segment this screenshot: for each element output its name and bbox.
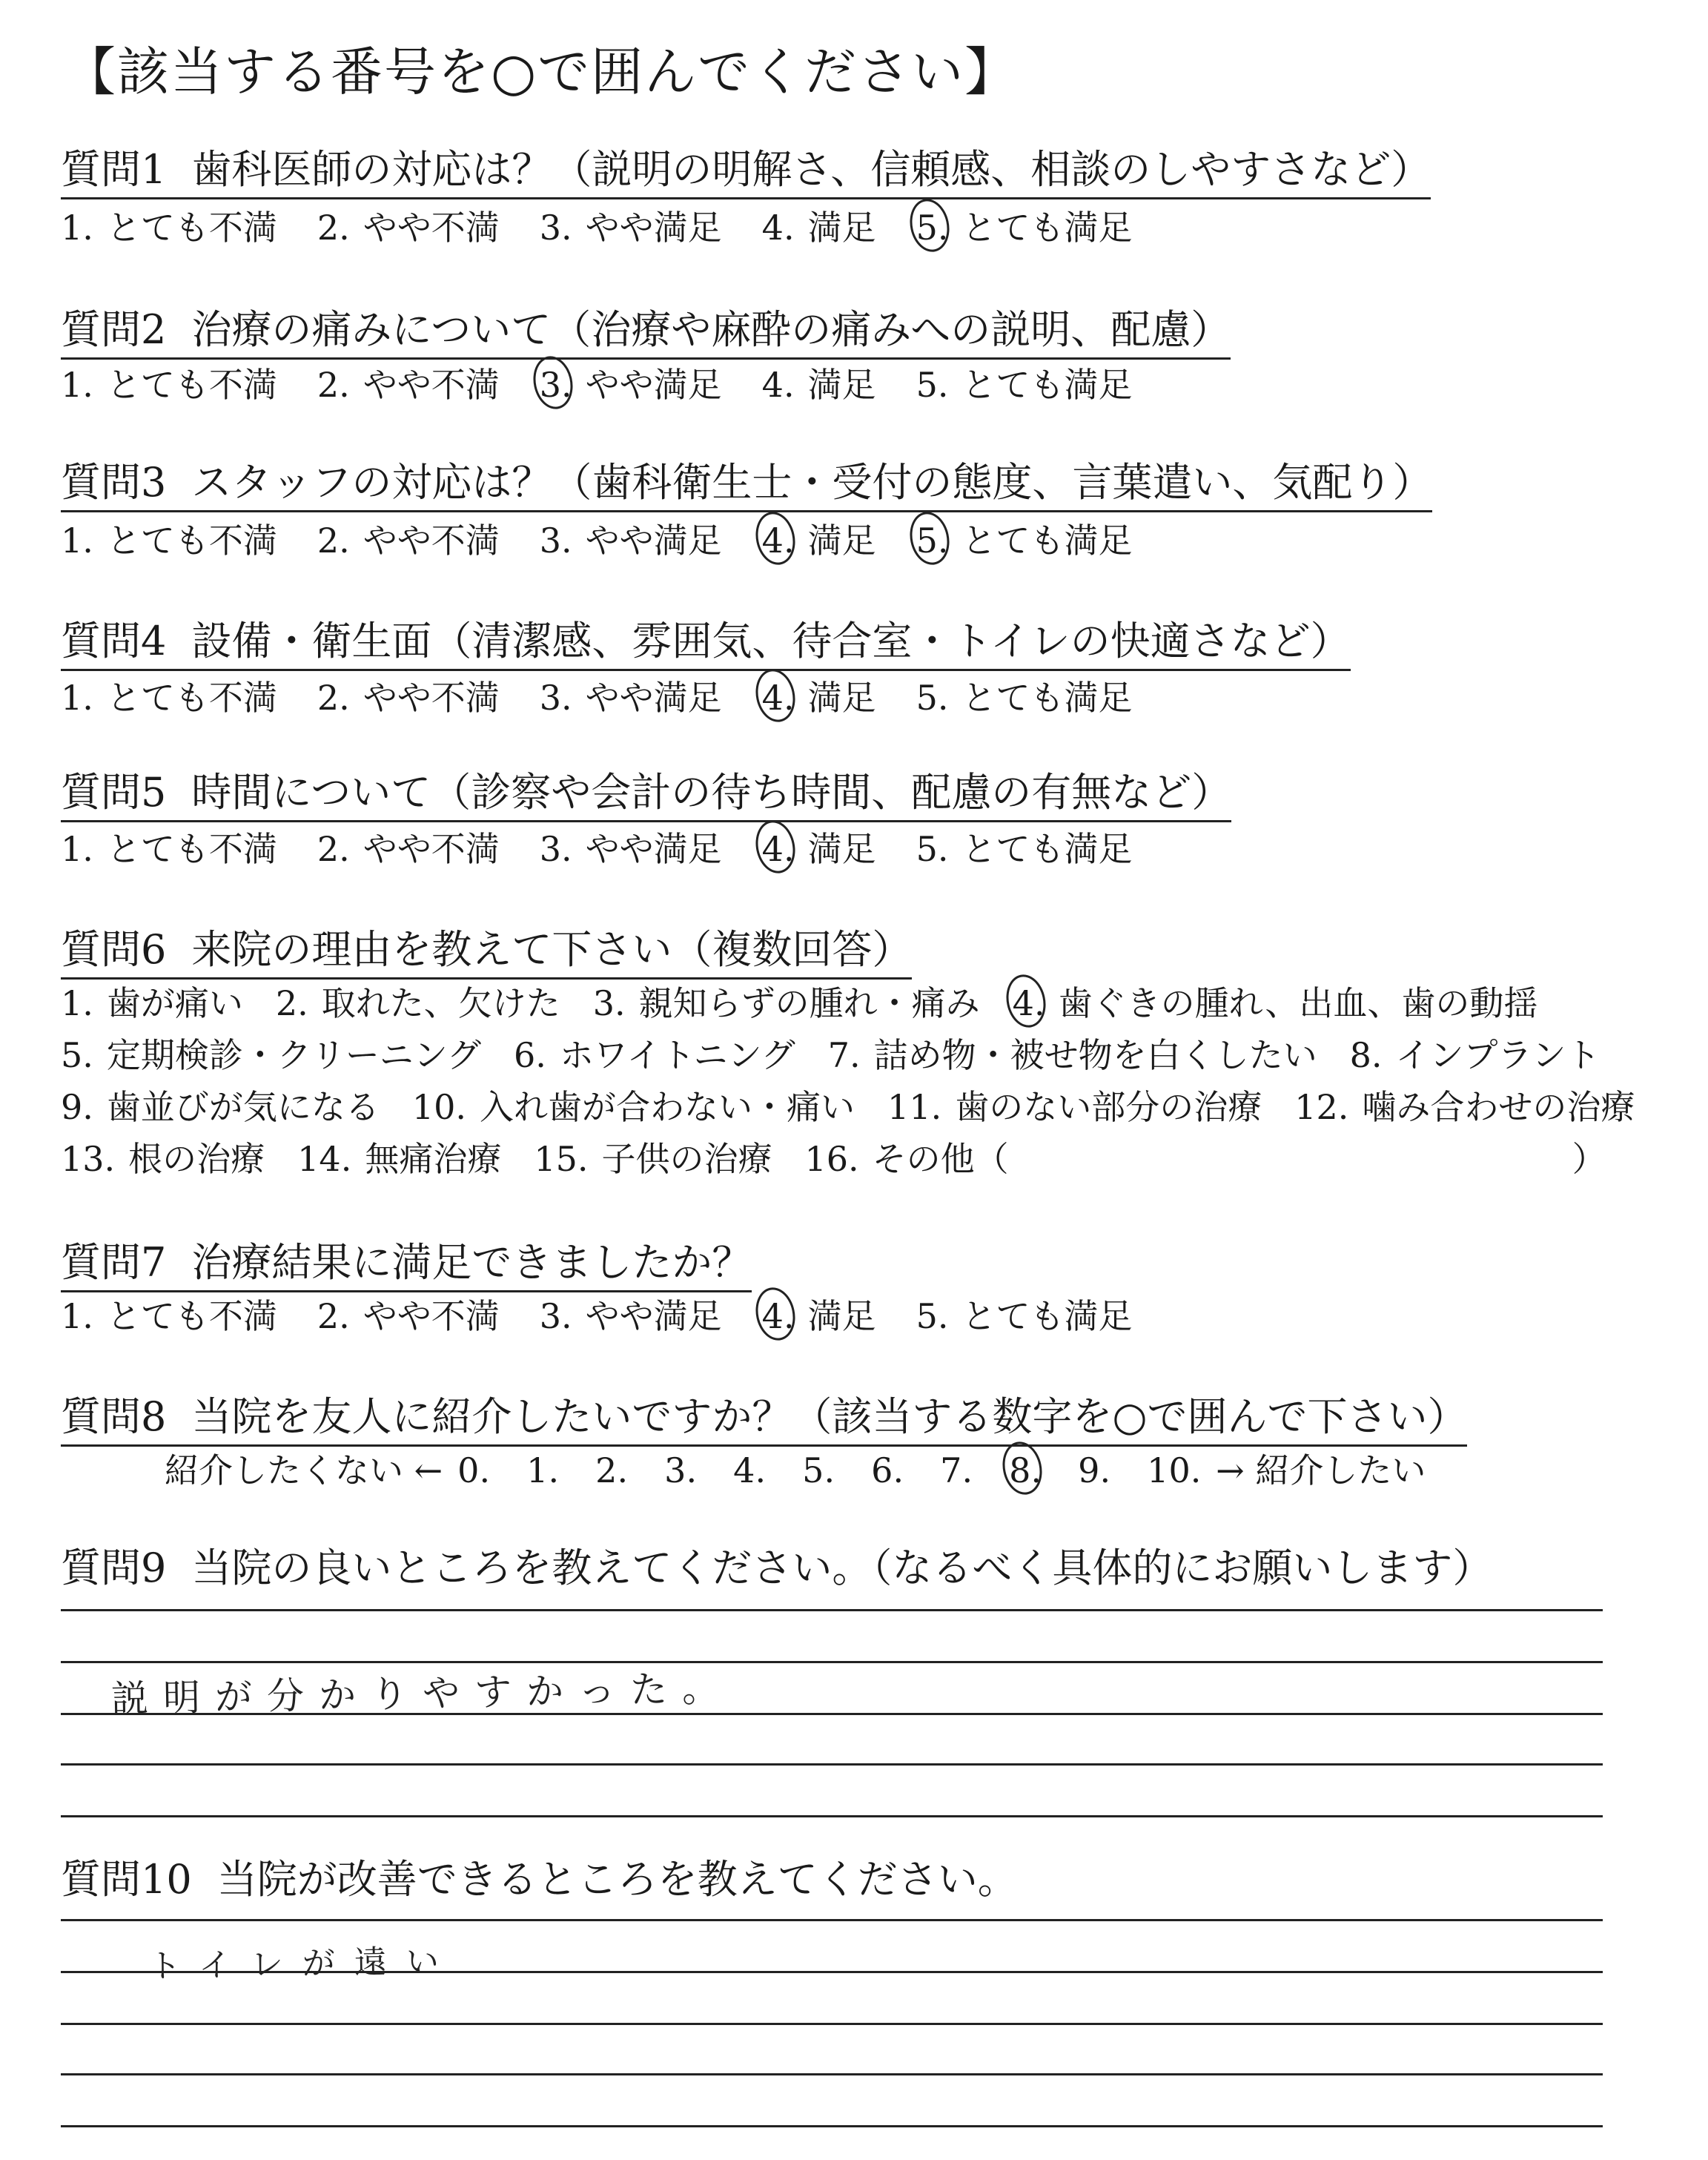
scale-value-selected[interactable]: 8. [1009, 1449, 1078, 1492]
scale-value[interactable]: 2. [595, 1450, 629, 1490]
answer-line [61, 2073, 1603, 2075]
question-text: 当院を友人に紹介したいですか？（該当する数字を○で囲んで下さい） [191, 1393, 1468, 1440]
answer-line [61, 1763, 1603, 1766]
answer-line [61, 2023, 1603, 2025]
question-2-options [61, 363, 1172, 406]
option-4[interactable]: 4. 満足 [761, 208, 876, 248]
reason-option[interactable]: 12. 噛み合わせの治療 [1294, 1087, 1635, 1127]
option-1[interactable]: 1. とても不満 [61, 521, 277, 561]
option-5[interactable]: 5. とても満足 [916, 206, 1133, 249]
option-1[interactable]: 1. とても不満 [61, 365, 277, 405]
option-1[interactable]: 1. とても不満 [61, 1296, 277, 1336]
reason-option[interactable]: 15. 子供の治療 [534, 1139, 772, 1179]
option-5[interactable]: 5. とても満足 [916, 678, 1133, 718]
question-number: 質問2 [61, 306, 167, 353]
answer-line [61, 1971, 1603, 1973]
question-5-options [61, 828, 1172, 871]
question-3-heading [61, 458, 1432, 512]
option-3[interactable]: 3. やや満足 [539, 208, 722, 248]
scale-value[interactable]: 10. [1147, 1450, 1202, 1490]
reason-option[interactable]: 9. 歯並びが気になる [61, 1087, 380, 1127]
reason-option[interactable]: 8. インプラント [1349, 1035, 1601, 1075]
scale-value[interactable]: 1. [526, 1450, 560, 1490]
answer-line [61, 1609, 1603, 1611]
option-5[interactable]: 5. とても満足 [916, 829, 1133, 869]
reason-option[interactable]: 6. ホワイトニング [513, 1035, 795, 1075]
answer-line [61, 1713, 1603, 1715]
question-9-heading [61, 1544, 1492, 1596]
question-4-heading [61, 617, 1351, 671]
scale-value[interactable]: 0. [457, 1450, 491, 1490]
question-number: 質問9 [61, 1545, 167, 1591]
reason-option[interactable]: 1. 歯が痛い [61, 983, 243, 1023]
reason-option[interactable]: 13. 根の治療 [61, 1139, 265, 1179]
option-2[interactable]: 2. やや不満 [317, 829, 500, 869]
option-5[interactable]: 5. とても満足 [916, 365, 1133, 405]
option-4[interactable]: 4. 満足 [762, 519, 876, 562]
handwritten-answer: 説明が分かりやすかった。 [110, 1666, 735, 1721]
question-number: 質問10 [61, 1856, 192, 1903]
option-3[interactable]: 3. やや満足 [540, 363, 722, 406]
option-2[interactable]: 2. やや不満 [317, 678, 500, 718]
answer-line [61, 2125, 1603, 2127]
option-3[interactable]: 3. やや満足 [539, 1296, 722, 1336]
reason-row-4 [61, 1137, 1639, 1180]
scale-value[interactable]: 9. [1078, 1450, 1111, 1490]
question-7-options [61, 1295, 1172, 1338]
question-text: 治療結果に満足できましたか？ [191, 1239, 752, 1286]
option-1[interactable]: 1. とても不満 [61, 829, 277, 869]
option-2[interactable]: 2. やや不満 [317, 208, 500, 248]
reason-option[interactable]: 10. 入れ歯が合わない・痛い [411, 1087, 855, 1127]
question-text: 治療の痛みについて（治療や麻酔の痛みへの説明、配慮） [191, 306, 1231, 353]
question-number: 質問1 [61, 146, 167, 193]
option-5[interactable]: 5. とても満足 [916, 519, 1133, 562]
reason-option-other[interactable]: 16. その他（ ） [804, 1139, 1606, 1179]
option-4[interactable]: 4. 満足 [762, 828, 876, 871]
answer-line [61, 1815, 1603, 1817]
scale-right-label: → 紹介したい [1216, 1450, 1426, 1490]
reason-option[interactable]: 2. 取れた、欠けた [275, 983, 560, 1023]
question-1-heading [61, 145, 1431, 199]
question-4-options [61, 676, 1172, 719]
question-3-options [61, 519, 1172, 562]
reason-row-3 [61, 1086, 1667, 1129]
answer-line [61, 1919, 1603, 1921]
question-10-heading [61, 1855, 1018, 1907]
scale-value[interactable]: 6. [871, 1450, 904, 1490]
question-1-options [61, 206, 1172, 249]
question-text: 設備・衛生面（清潔感、雰囲気、待合室・トイレの快適さなど） [191, 618, 1351, 664]
scale-value[interactable]: 5. [802, 1450, 835, 1490]
option-4[interactable]: 4. 満足 [761, 365, 876, 405]
question-5-heading [61, 768, 1231, 822]
option-2[interactable]: 2. やや不満 [317, 1296, 500, 1336]
reason-row-2 [61, 1034, 1633, 1077]
reason-option[interactable]: 5. 定期検診・クリーニング [61, 1035, 481, 1075]
handwritten-answer: トイレが遠い [148, 1942, 459, 1986]
question-number: 質問5 [61, 769, 167, 816]
question-2-heading [61, 305, 1231, 360]
option-1[interactable]: 1. とても不満 [61, 678, 277, 718]
question-text: 来院の理由を教えて下さい（複数回答） [191, 926, 913, 973]
question-text: 時間について（診察や会計の待ち時間、配慮の有無など） [191, 769, 1232, 816]
page-title: 【該当する番号を○で囲んでください】 [64, 42, 1019, 102]
recommend-scale [165, 1449, 1440, 1492]
scale-value[interactable]: 4. [733, 1450, 767, 1490]
question-number: 質問6 [61, 926, 167, 973]
question-text: スタッフの対応は？（歯科衛生士・受付の態度、言葉遣い、気配り） [191, 459, 1433, 506]
reason-option[interactable]: 4. 歯ぐきの腫れ、出血、歯の動揺 [1013, 982, 1538, 1025]
reason-row-1 [61, 982, 1570, 1025]
question-number: 質問3 [61, 459, 167, 506]
question-6-heading [61, 925, 912, 980]
option-5[interactable]: 5. とても満足 [916, 1296, 1133, 1336]
question-text: 当院の良いところを教えてください。（なるべく具体的にお願いします） [191, 1545, 1493, 1591]
option-3[interactable]: 3. やや満足 [539, 829, 722, 869]
option-4[interactable]: 4. 満足 [762, 1295, 876, 1338]
answer-line [61, 1661, 1603, 1663]
option-4[interactable]: 4. 満足 [762, 676, 876, 719]
option-2[interactable]: 2. やや不満 [317, 365, 500, 405]
question-7-heading [61, 1238, 752, 1292]
question-8-heading [61, 1393, 1467, 1447]
reason-option[interactable]: 7. 詰め物・被せ物を白くしたい [827, 1035, 1317, 1075]
option-2[interactable]: 2. やや不満 [317, 521, 500, 561]
question-number: 質問4 [61, 618, 167, 664]
option-1[interactable]: 1. とても不満 [61, 208, 277, 248]
option-3[interactable]: 3. やや満足 [539, 678, 722, 718]
scale-value[interactable]: 7. [940, 1450, 973, 1490]
question-number: 質問7 [61, 1239, 167, 1286]
reason-option[interactable]: 3. 親知らずの腫れ・痛み [592, 983, 980, 1023]
option-3[interactable]: 3. やや満足 [539, 521, 722, 561]
reason-option[interactable]: 14. 無痛治療 [297, 1139, 502, 1179]
question-text: 歯科医師の対応は？（説明の明解さ、信頼感、相談のしやすさなど） [191, 146, 1431, 193]
scale-left-label: 紹介したくない ← [165, 1450, 443, 1490]
question-number: 質問8 [61, 1393, 167, 1440]
question-text: 当院が改善できるところを教えてください。 [216, 1856, 1018, 1903]
reason-option[interactable]: 11. 歯のない部分の治療 [887, 1087, 1262, 1127]
scale-value[interactable]: 3. [664, 1450, 698, 1490]
